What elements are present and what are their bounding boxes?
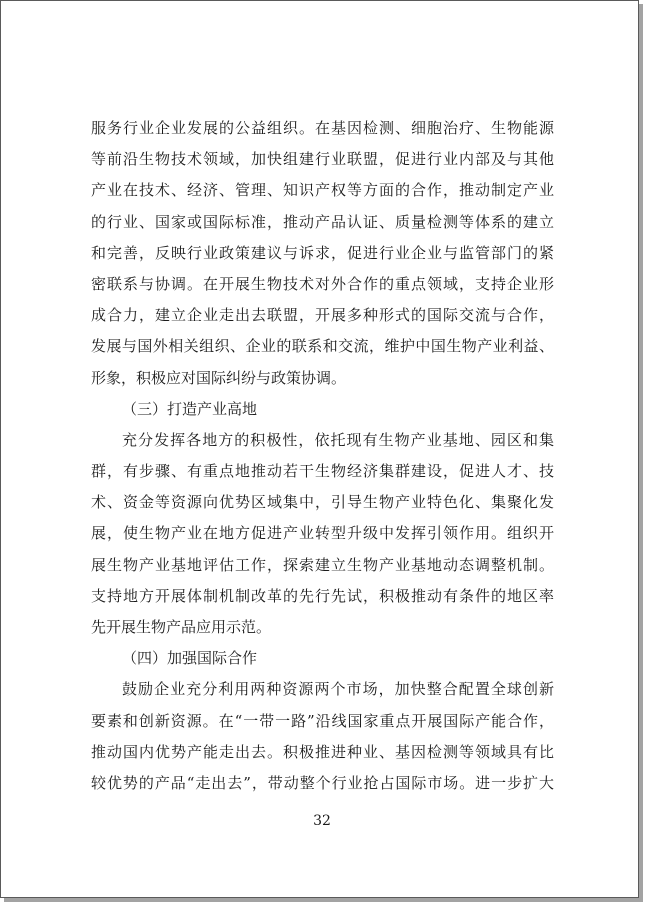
text-line: 要素和创新资源。在“一带一路”沿线国家重点开展国际产能合作， <box>91 711 554 730</box>
paragraph <box>91 113 554 394</box>
text-line: 较优势的产品“走出去”，带动整个行业抢占国际市场。进一步扩大 <box>91 773 554 792</box>
text-line: 展生物产业基地评估工作，探索建立生物产业基地动态调整机制。 <box>91 555 554 574</box>
text-line: 和完善，反映行业政策建议与诉求，促进行业企业与监管部门的紧 <box>91 243 554 262</box>
text-line: 等前沿生物技术领域，加快组建行业联盟，促进行业内部及与其他 <box>91 150 554 169</box>
text-line: 成合力，建立企业走出去联盟，开展多种形式的国际交流与合作， <box>91 306 554 325</box>
paragraph <box>91 425 554 643</box>
section-heading-4: （四）加强国际合作 <box>122 649 258 668</box>
text-line: 的行业、国家或国际标准，推动产品认证、质量检测等体系的建立 <box>91 212 554 231</box>
text-line: 产业在技术、经济、管理、知识产权等方面的合作，推动制定产业 <box>91 181 554 200</box>
text-line: 群，有步骤、有重点地推动若干生物经济集群建设，促进人才、技 <box>91 462 554 481</box>
text-line: 充分发挥各地方的积极性，依托现有生物产业基地、园区和集 <box>122 430 554 449</box>
text-line: 密联系与协调。在开展生物技术对外合作的重点领域，支持企业形 <box>91 274 554 293</box>
page-number: 32 <box>313 813 331 829</box>
text-line: 发展与国外相关组织、企业的联系和交流，维护中国生物产业利益、 <box>91 337 554 356</box>
text-line: 形象，积极应对国际纠纷与政策协调。 <box>91 368 347 387</box>
text-line: 鼓励企业充分利用两种资源两个市场，加快整合配置全球创新 <box>122 680 554 699</box>
text-line: 推动国内优势产能走出去。积极推进种业、基因检测等领域具有比 <box>91 742 554 761</box>
text-line: 展，使生物产业在地方促进产业转型升级中发挥引领作用。组织开 <box>91 524 554 543</box>
section-heading-3: （三）打造产业高地 <box>122 399 258 418</box>
text-line: 服务行业企业发展的公益组织。在基因检测、细胞治疗、生物能源 <box>91 119 554 137</box>
paragraph <box>91 674 554 799</box>
page-body <box>91 113 554 799</box>
text-line: 支持地方开展体制机制改革的先行先试，积极推动有条件的地区率 <box>91 586 554 605</box>
text-line: 术、资金等资源向优势区域集中，引导生物产业特色化、集聚化发 <box>91 493 554 512</box>
text-line: 先开展生物产品应用示范。 <box>91 618 272 636</box>
